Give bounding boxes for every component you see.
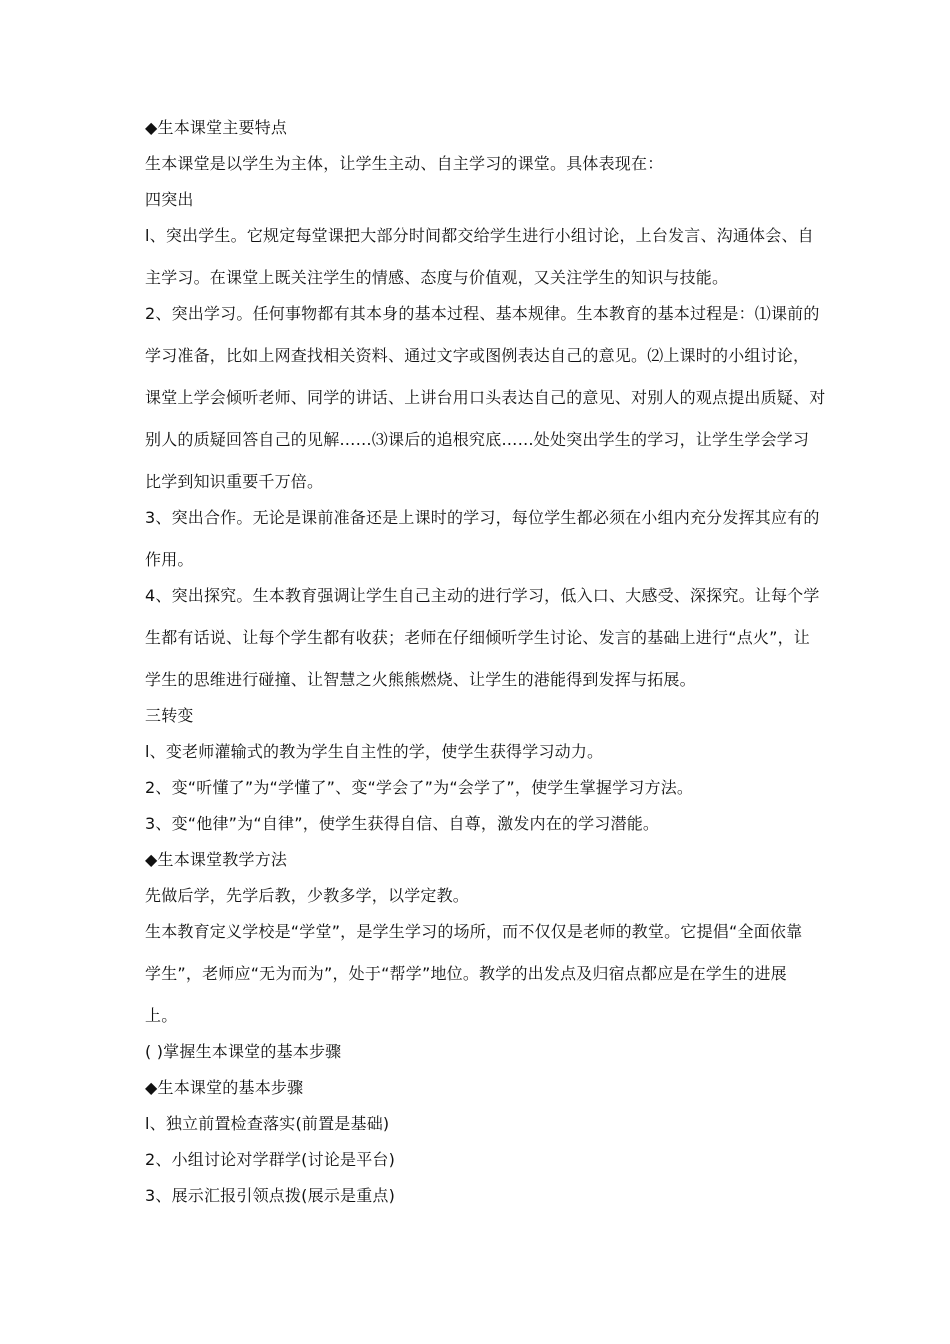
subheading-steps: ( )掌握生本课堂的基本步骤 <box>145 1042 342 1061</box>
paragraph-intro: 生本课堂是以学生为主体，让学生主动、自主学习的课堂。具体表现在： <box>145 154 664 173</box>
paragraph-line: 生都有话说、让每个学生都有收获；老师在仔细倾听学生讨论、发言的基础上进行“点火”，让 <box>145 628 810 647</box>
list-item: 3、展示汇报引领点拨(展示是重点) <box>145 1186 396 1205</box>
subheading-four-highlights: 四突出 <box>145 190 194 209</box>
section-heading-methods: ◆生本课堂教学方法 <box>145 850 288 869</box>
paragraph-line: 别人的质疑回答自己的见解……⑶课后的追根究底……处处突出学生的学习，让学生学会学习 <box>145 430 810 449</box>
paragraph-line: 比学到知识重要千万倍。 <box>145 472 324 491</box>
paragraph-line: 3、突出合作。无论是课前准备还是上课时的学习，每位学生都必须在小组内充分发挥其应有的 <box>145 508 820 527</box>
paragraph-line: 主学习。在课堂上既关注学生的情感、态度与价值观，又关注学生的知识与技能。 <box>145 268 729 287</box>
list-item: 2、小组讨论对学群学(讨论是平台) <box>145 1150 396 1169</box>
paragraph-line: 课堂上学会倾听老师、同学的讲话、上讲台用口头表达自己的意见、对别人的观点提出质疑、对 <box>145 388 826 407</box>
paragraph-line: 作用。 <box>145 550 194 569</box>
document-page <box>145 118 855 1222</box>
section-heading-steps: ◆生本课堂的基本步骤 <box>145 1078 304 1097</box>
list-item: 3、变“他律”为“自律”，使学生获得自信、自尊，激发内在的学习潜能。 <box>145 814 660 833</box>
paragraph-line: l、突出学生。它规定每堂课把大部分时间都交给学生进行小组讨论，上台发言、沟通体会、自 <box>145 226 814 245</box>
paragraph-line: 4、突出探究。生本教育强调让学生自己主动的进行学习，低入口、大感受、深探究。让每个学 <box>145 586 820 605</box>
subheading-three-changes: 三转变 <box>145 706 194 725</box>
list-item: l、变老师灌输式的教为学生自主性的学，使学生获得学习动力。 <box>145 742 604 761</box>
paragraph-line: 学生的思维进行碰撞、让智慧之火熊熊燃烧、让学生的港能得到发挥与拓展。 <box>145 670 696 689</box>
paragraph-line: 上。 <box>145 1006 178 1025</box>
paragraph-line: 学习准备，比如上网查找相关资料、通过文字或图例表达自己的意见。⑵上课时的小组讨论， <box>145 346 810 365</box>
section-heading-features: ◆生本课堂主要特点 <box>145 118 288 137</box>
paragraph-line: 生本教育定义学校是“学堂”，是学生学习的场所，而不仅仅是老师的教堂。它提倡“全面依靠 <box>145 922 803 941</box>
list-item: l、独立前置检查落实(前置是基础) <box>145 1114 390 1133</box>
paragraph-line: 先做后学，先学后教，少教多学，以学定教。 <box>145 886 470 905</box>
paragraph-line: 学生”，老师应“无为而为”，处于“帮学”地位。教学的出发点及归宿点都应是在学生的进展 <box>145 964 787 983</box>
list-item: 2、变“听懂了”为“学懂了”、变“学会了”为“会学了”，使学生掌握学习方法。 <box>145 778 694 797</box>
paragraph-line: 2、突出学习。任何事物都有其本身的基本过程、基本规律。生本教育的基本过程是：⑴课前的 <box>145 304 820 323</box>
